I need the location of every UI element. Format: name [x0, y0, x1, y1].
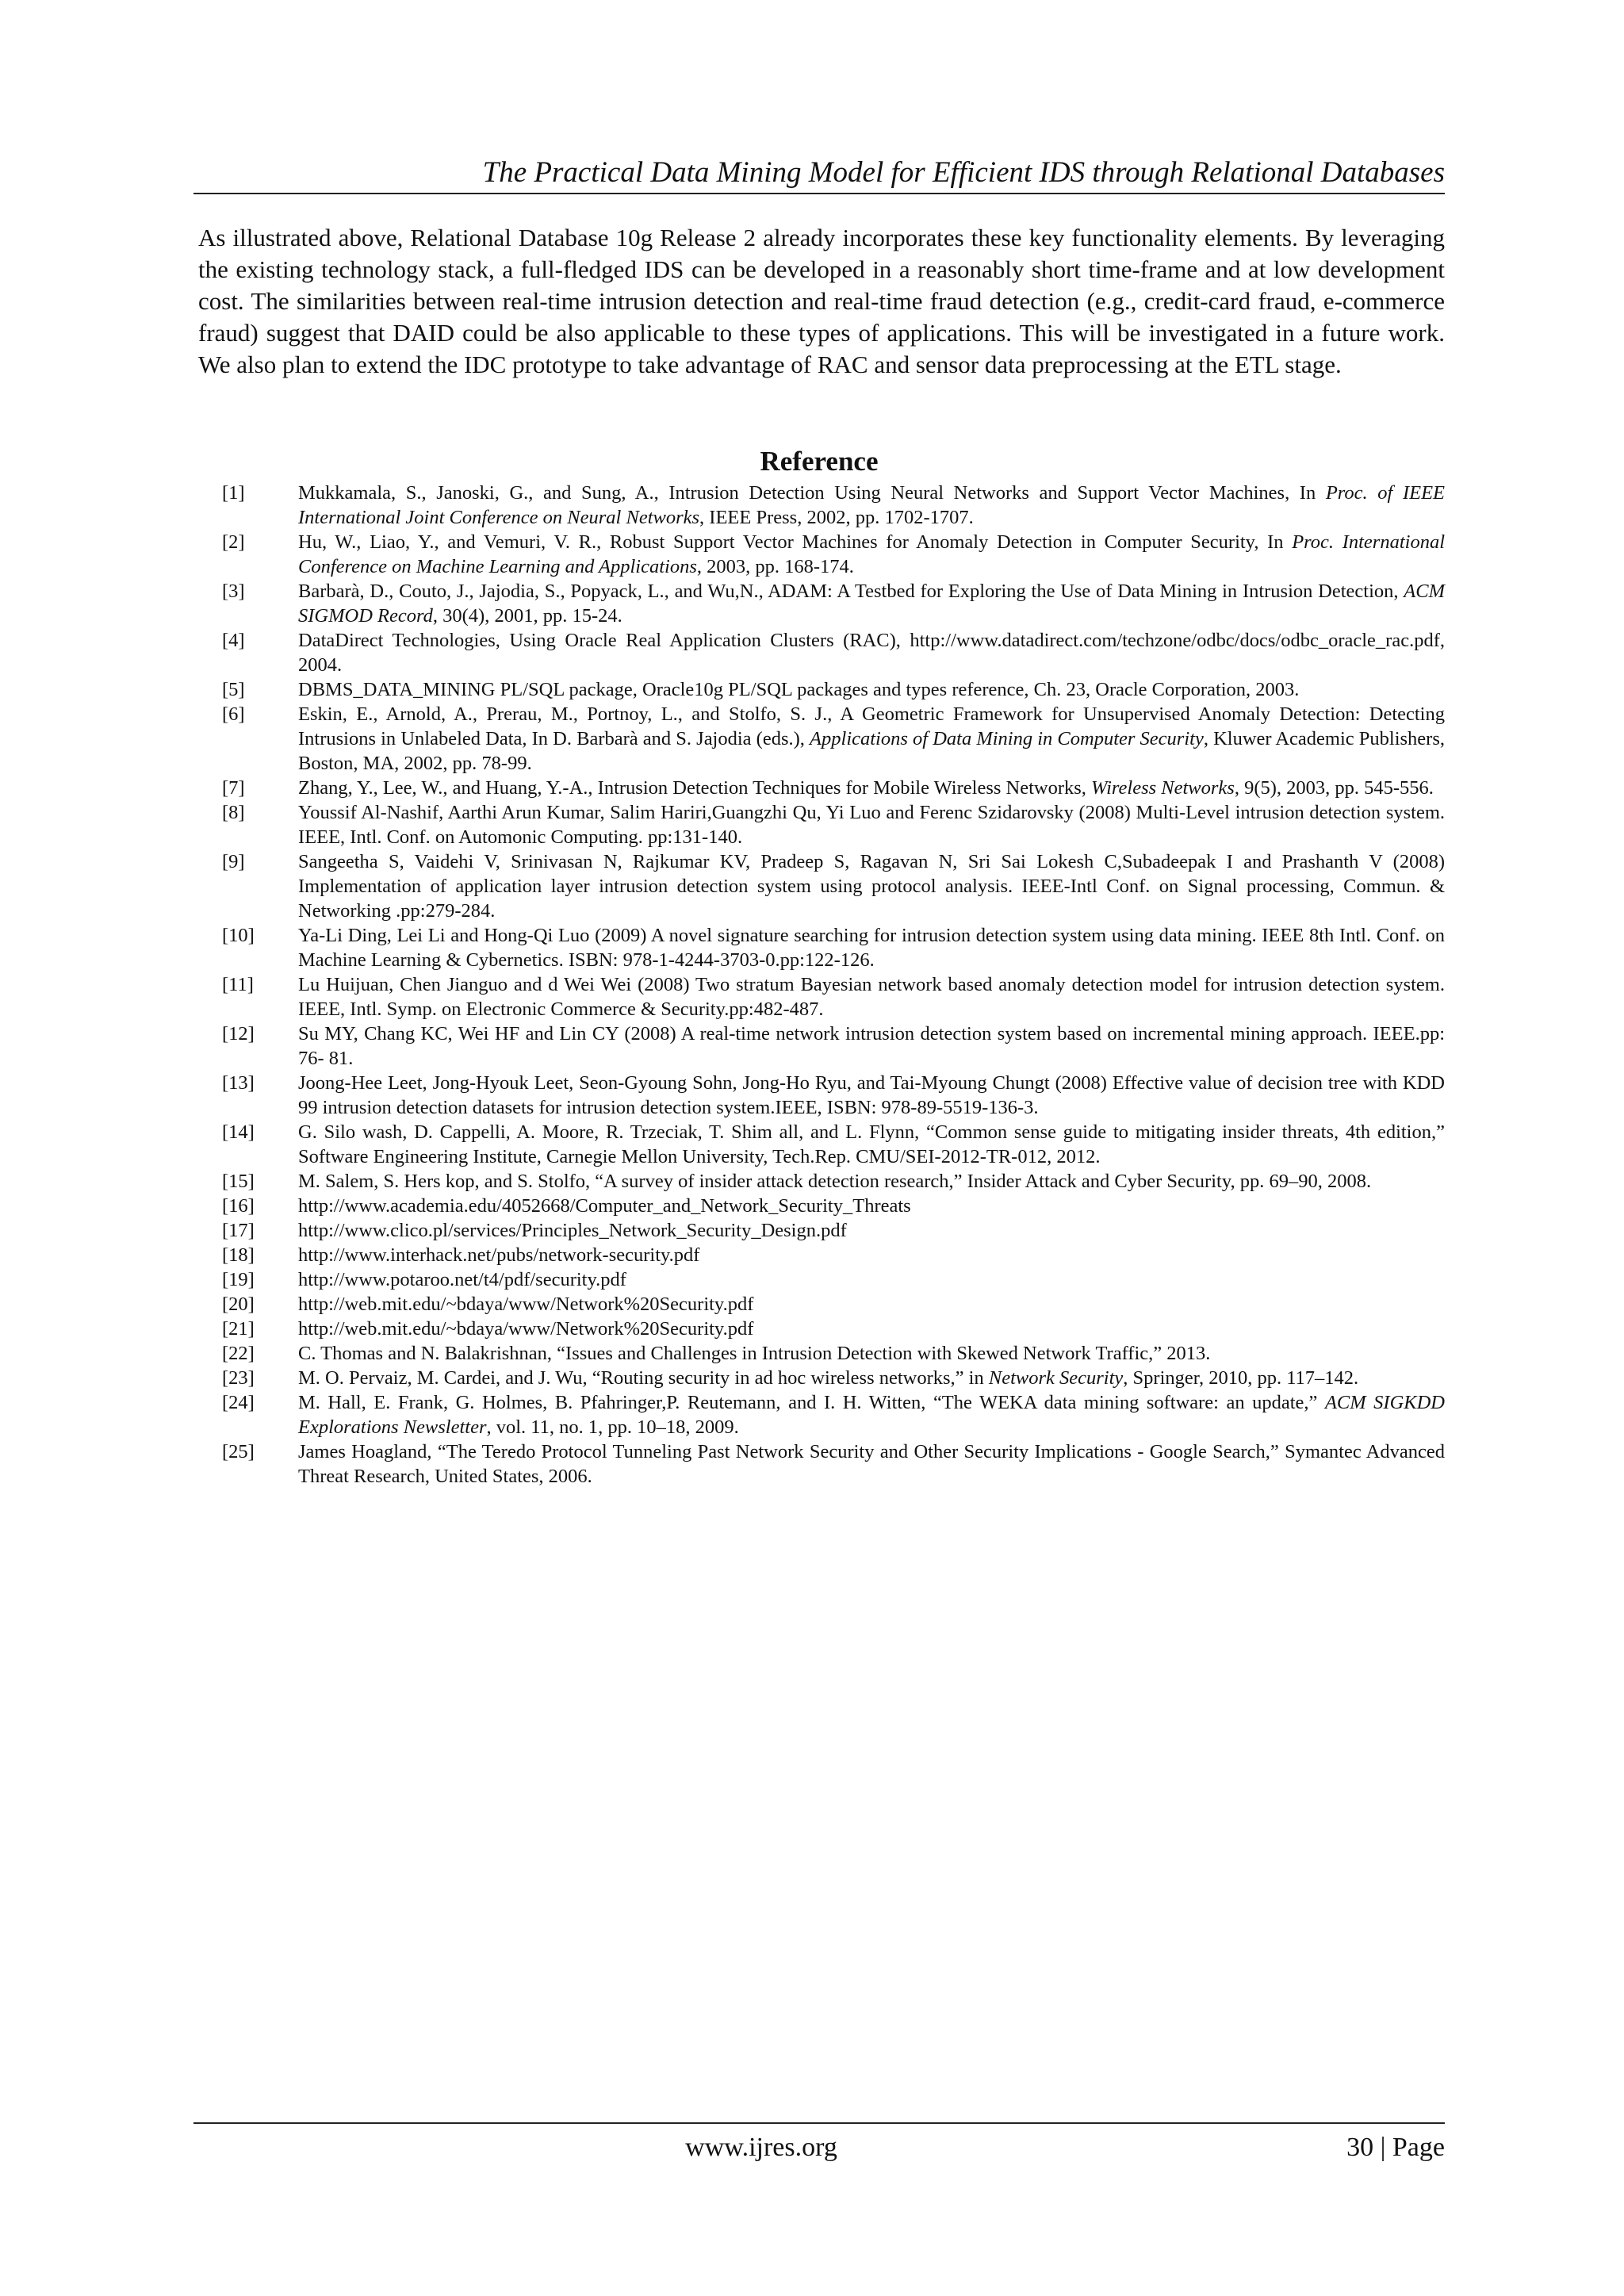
reference-number: [9] — [222, 851, 245, 872]
reference-segment: G. Silo wash, D. Cappelli, A. Moore, R. Trzeciak, T. Shim all, and L. Flynn, “Common sense guide to mitigating insider threats, 4th edition,” Software Engineering Institute, Carnegie Mellon University, Tech.Rep. CMU/SEI-2012-TR-012, 2012. — [298, 1121, 1445, 1167]
reference-text — [298, 800, 1445, 849]
reference-text — [298, 481, 1445, 530]
intro-paragraph: As illustrated above, Relational Database 10g Release 2 already incorporates these key functionality elements. By leveraging the existing technology stack, a full-fledged IDS can be developed in a reasonably short time-frame and at low development cost. The similarities between real-time intrusion detection and real-time fraud detection (e.g., credit-card fraud, e-commerce fraud) suggest that DAID could be also applicable to these types of applications. This will be investigated in a future work. We also plan to extend the IDC prototype to take advantage of RAC and sensor data preprocessing at the ETL stage. — [198, 224, 1445, 378]
reference-number: [4] — [222, 630, 245, 651]
reference-number: [11] — [222, 974, 254, 995]
reference-text — [298, 1317, 1445, 1341]
reference-segment: , 30(4), 2001, pp. 15-24. — [432, 605, 622, 627]
reference-item — [222, 1292, 1445, 1317]
reference-text — [298, 1366, 1445, 1390]
reference-item — [222, 1120, 1445, 1169]
reference-italic-segment: Applications of Data Mining in Computer Security — [810, 728, 1204, 749]
reference-segment: Sangeetha S, Vaidehi V, Srinivasan N, Rajkumar KV, Pradeep S, Ragavan N, Sri Sai Lokesh C,Subadeepak I and Prashanth V (2008) Implementation of application layer intrusion detection system using protocol analysis. IEEE-Intl Conf. on Signal processing, Commun. & Networking .pp:279-284. — [298, 851, 1445, 922]
reference-italic-segment: ACM SIGMOD Record — [298, 581, 1445, 627]
reference-number: [3] — [222, 581, 245, 602]
reference-text — [298, 1439, 1445, 1489]
reference-list — [222, 481, 1445, 1489]
reference-segment: , IEEE Press, 2002, pp. 1702-1707. — [699, 507, 974, 528]
reference-segment: DBMS_DATA_MINING PL/SQL package, Oracle10g PL/SQL packages and types reference, Ch. 23, Oracle Corporation, 2003. — [298, 679, 1300, 700]
reference-segment: , 9(5), 2003, pp. 545-556. — [1234, 777, 1434, 799]
reference-segment: , 2003, pp. 168-174. — [696, 556, 854, 577]
reference-text — [298, 628, 1445, 677]
reference-item — [222, 923, 1445, 972]
reference-number: [22] — [222, 1343, 255, 1364]
reference-number: [21] — [222, 1318, 255, 1340]
reference-text — [298, 1120, 1445, 1169]
page-number: 30 | Page — [1346, 2133, 1445, 2162]
reference-segment: Su MY, Chang KC, Wei HF and Lin CY (2008) A real-time network intrusion detection system based on incremental mining approach. IEEE.pp: 76- 81. — [298, 1023, 1445, 1069]
footer-site[interactable]: www.ijres.org — [685, 2133, 837, 2162]
reference-item — [222, 1366, 1445, 1390]
reference-italic-segment: Wireless Networks — [1091, 777, 1235, 799]
reference-item — [222, 530, 1445, 579]
reference-italic-segment: Proc. International Conference on Machine Learning and Applications — [298, 531, 1445, 577]
running-header: The Practical Data Mining Model for Efficient IDS through Relational Databases — [482, 156, 1445, 189]
reference-number: [17] — [222, 1220, 255, 1241]
reference-item — [222, 1341, 1445, 1366]
reference-segment: Ya-Li Ding, Lei Li and Hong-Qi Luo (2009) A novel signature searching for intrusion detection system using data mining. IEEE 8th Intl. Conf. on Machine Learning & Cybernetics. ISBN: 978-1-4244-3703-0.pp:122-126. — [298, 925, 1445, 971]
reference-text — [298, 972, 1445, 1022]
reference-number: [12] — [222, 1023, 255, 1045]
reference-item — [222, 1169, 1445, 1194]
reference-item — [222, 1218, 1445, 1243]
reference-segment: Hu, W., Liao, Y., and Vemuri, V. R., Robust Support Vector Machines for Anomaly Detection in Computer Security, In — [298, 531, 1293, 553]
reference-text — [298, 530, 1445, 579]
reference-item — [222, 1194, 1445, 1218]
reference-number: [23] — [222, 1367, 255, 1389]
reference-italic-segment: ACM SIGKDD Explorations Newsletter — [298, 1392, 1446, 1438]
reference-heading: Reference — [760, 446, 879, 477]
reference-item — [222, 800, 1445, 849]
reference-text — [298, 1071, 1445, 1120]
reference-item — [222, 1390, 1445, 1439]
reference-item — [222, 776, 1445, 800]
reference-text — [298, 1390, 1445, 1439]
reference-segment: C. Thomas and N. Balakrishnan, “Issues and Challenges in Intrusion Detection with Skewed Network Traffic,” 2013. — [298, 1343, 1211, 1364]
reference-item — [222, 1243, 1445, 1267]
reference-text — [298, 702, 1445, 776]
reference-text — [298, 1341, 1445, 1366]
reference-segment: , Kluwer Academic Publishers, Boston, MA, 2002, pp. 78-99. — [298, 728, 1445, 774]
reference-segment: M. Hall, E. Frank, G. Holmes, B. Pfahringer,P. Reutemann, and I. H. Witten, “The WEKA data mining software: an update,” — [298, 1392, 1325, 1413]
reference-text — [298, 677, 1445, 702]
header-rule — [193, 193, 1445, 194]
reference-segment: Barbarà, D., Couto, J., Jajodia, S., Popyack, L., and Wu,N., ADAM: A Testbed for Exploring the Use of Data Mining in Intrusion Detection, — [298, 581, 1404, 602]
reference-item — [222, 481, 1445, 530]
reference-italic-segment: Network Security — [988, 1367, 1124, 1389]
reference-item — [222, 1267, 1445, 1292]
reference-segment: Eskin, E., Arnold, A., Prerau, M., Portnoy, L., and Stolfo, S. J., A Geometric Framework for Unsupervised Anomaly Detection: Detecting Intrusions in Unlabeled Data, In D. Barbarà and S. Jajodia (eds.), — [298, 703, 1445, 749]
reference-number: [18] — [222, 1244, 255, 1266]
reference-segment: M. Salem, S. Hers kop, and S. Stolfo, “A survey of insider attack detection research,” Insider Attack and Cyber Security, pp. 69–90, 2008. — [298, 1171, 1372, 1192]
footer-rule — [193, 2122, 1445, 2124]
reference-text — [298, 923, 1445, 972]
reference-number: [15] — [222, 1171, 255, 1192]
reference-text — [298, 1169, 1445, 1194]
reference-segment: http://www.interhack.net/pubs/network-security.pdf — [298, 1244, 700, 1266]
reference-text — [298, 1292, 1445, 1317]
reference-number: [19] — [222, 1269, 255, 1290]
reference-number: [7] — [222, 777, 245, 799]
reference-segment: James Hoagland, “The Teredo Protocol Tunneling Past Network Security and Other Security Implications - Google Search,” Symantec Advanced Threat Research, United States, 2006. — [298, 1441, 1445, 1487]
reference-number: [10] — [222, 925, 255, 946]
reference-segment: DataDirect Technologies, Using Oracle Real Application Clusters (RAC), http://www.datadirect.com/techzone/odbc/docs/odbc_oracle_rac.pdf, 2004. — [298, 630, 1445, 676]
reference-italic-segment: Proc. of IEEE International Joint Conference on Neural Networks — [298, 482, 1445, 528]
reference-item — [222, 1071, 1445, 1120]
reference-item — [222, 702, 1445, 776]
reference-number: [24] — [222, 1392, 255, 1413]
reference-number: [8] — [222, 802, 245, 823]
reference-segment: http://web.mit.edu/~bdaya/www/Network%20Security.pdf — [298, 1294, 754, 1315]
reference-text — [298, 1218, 1445, 1243]
reference-text — [298, 1194, 1445, 1218]
reference-segment: http://web.mit.edu/~bdaya/www/Network%20Security.pdf — [298, 1318, 754, 1340]
reference-number: [1] — [222, 482, 245, 504]
reference-item — [222, 1317, 1445, 1341]
reference-segment: http://www.clico.pl/services/Principles_Network_Security_Design.pdf — [298, 1220, 847, 1241]
reference-item — [222, 849, 1445, 923]
reference-item — [222, 677, 1445, 702]
reference-text — [298, 1267, 1445, 1292]
reference-segment: http://www.potaroo.net/t4/pdf/security.pdf — [298, 1269, 626, 1290]
reference-number: [6] — [222, 703, 245, 725]
reference-number: [14] — [222, 1121, 255, 1143]
reference-text — [298, 1243, 1445, 1267]
reference-item — [222, 579, 1445, 628]
reference-segment: Joong-Hee Leet, Jong-Hyouk Leet, Seon-Gyoung Sohn, Jong-Ho Ryu, and Tai-Myoung Chungt (2008) Effective value of decision tree with KDD 99 intrusion detection datasets for intrusion detection system.IEEE, ISBN: 978-89-5519-136-3. — [298, 1072, 1445, 1118]
reference-number: [20] — [222, 1294, 255, 1315]
reference-item — [222, 1022, 1445, 1071]
reference-number: [16] — [222, 1195, 255, 1217]
reference-item — [222, 972, 1445, 1022]
reference-segment: http://www.academia.edu/4052668/Computer_and_Network_Security_Threats — [298, 1195, 911, 1217]
reference-item — [222, 1439, 1445, 1489]
reference-segment: Mukkamala, S., Janoski, G., and Sung, A., Intrusion Detection Using Neural Networks and Support Vector Machines, In — [298, 482, 1326, 504]
reference-segment: Lu Huijuan, Chen Jianguo and d Wei Wei (2008) Two stratum Bayesian network based anomaly detection model for intrusion detection system. IEEE, Intl. Symp. on Electronic Commerce & Security.pp:482-487. — [298, 974, 1445, 1020]
reference-number: [2] — [222, 531, 245, 553]
reference-segment: , vol. 11, no. 1, pp. 10–18, 2009. — [486, 1416, 739, 1438]
reference-text — [298, 776, 1445, 800]
reference-number: [13] — [222, 1072, 255, 1094]
reference-segment: Youssif Al-Nashif, Aarthi Arun Kumar, Salim Hariri,Guangzhi Qu, Yi Luo and Ferenc Szidarovsky (2008) Multi-Level intrusion detection system. IEEE, Intl. Conf. on Automonic Computing. pp:131-140. — [298, 802, 1445, 848]
reference-segment: M. O. Pervaiz, M. Cardei, and J. Wu, “Routing security in ad hoc wireless networks,” in — [298, 1367, 989, 1389]
reference-item — [222, 628, 1445, 677]
reference-text — [298, 579, 1445, 628]
reference-text — [298, 1022, 1445, 1071]
reference-segment: , Springer, 2010, pp. 117–142. — [1123, 1367, 1359, 1389]
reference-number: [5] — [222, 679, 245, 700]
reference-segment: Zhang, Y., Lee, W., and Huang, Y.-A., Intrusion Detection Techniques for Mobile Wireless Networks, — [298, 777, 1092, 799]
reference-number: [25] — [222, 1441, 255, 1462]
reference-text — [298, 849, 1445, 923]
